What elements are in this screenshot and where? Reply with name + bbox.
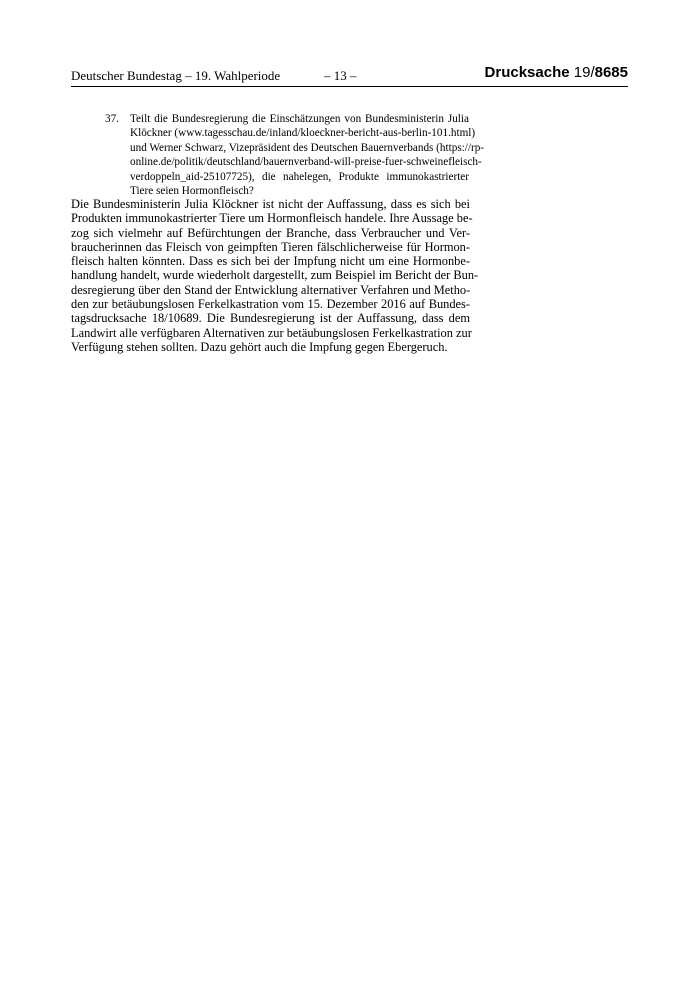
answer-line: braucherinnen das Fleisch von geimpften Tieren fälschlicherweise für Hormon- xyxy=(71,239,470,254)
question-line: und Werner Schwarz, Vizepräsident des Deutschen Bauernverbands (https://rp- xyxy=(130,141,485,154)
answer-line: Landwirt alle verfügbaren Alternativen zur betäubungslosen Ferkelkastration zur xyxy=(71,325,472,340)
question-line: Teilt die Bundesregierung die Einschätzungen von Bundesministerin Julia xyxy=(130,113,469,125)
answer-line: den zur betäubungslosen Ferkelkastration vom 15. Dezember 2016 auf Bundes- xyxy=(71,297,470,312)
answer-line: handlung handelt, wurde wiederholt dargestellt, zum Beispiel im Bericht der Bun- xyxy=(71,268,479,283)
question-line: Klöckner (www.tagesschau.de/inland/kloeckner-bericht-aus-berlin-101.html) xyxy=(130,127,476,140)
answer-line: fleisch halten könnten. Dass es sich bei der Impfung nicht um eine Hormonbe- xyxy=(71,254,470,269)
answer-line: Die Bundesministerin Julia Klöckner ist nicht der Auffassung, dass es sich bei xyxy=(71,197,470,211)
answer-line: tagsdrucksache 18/10689. Die Bundesregierung ist der Auffassung, dass dem xyxy=(71,311,470,326)
question-line: online.de/politik/deutschland/bauernverband-will-preise-fuer-schweinefleisch- xyxy=(130,156,482,169)
answer-line: zog sich vielmehr auf Befürchtungen der Branche, dass Verbraucher und Ver- xyxy=(71,225,470,240)
document-label: Drucksache xyxy=(484,64,570,81)
parliament-period: Deutscher Bundestag – 19. Wahlperiode xyxy=(71,68,281,83)
document-number-value: 8685 xyxy=(594,64,628,81)
question-line: Tiere seien Hormonfleisch? xyxy=(130,185,254,198)
answer-line: desregierung über den Stand der Entwicklung alternativer Verfahren und Metho- xyxy=(71,282,471,297)
answer-line: Verfügung stehen sollten. Dazu gehört auch die Impfung gegen Ebergeruch. xyxy=(71,339,448,354)
question-number: 37. xyxy=(105,113,119,125)
page-number: – 13 – xyxy=(324,68,357,83)
answer-paragraph xyxy=(71,197,479,354)
document-series: 19/ xyxy=(573,64,595,81)
page-header xyxy=(71,66,628,87)
question-text xyxy=(130,112,485,198)
document-number xyxy=(485,64,628,81)
question-line: verdoppeln_aid-25107725), die nahelegen, Produkte immunokastrierter xyxy=(130,170,469,183)
answer-line: Produkten immunokastrierter Tiere um Hormonfleisch handele. Ihre Aussage be- xyxy=(71,211,473,226)
